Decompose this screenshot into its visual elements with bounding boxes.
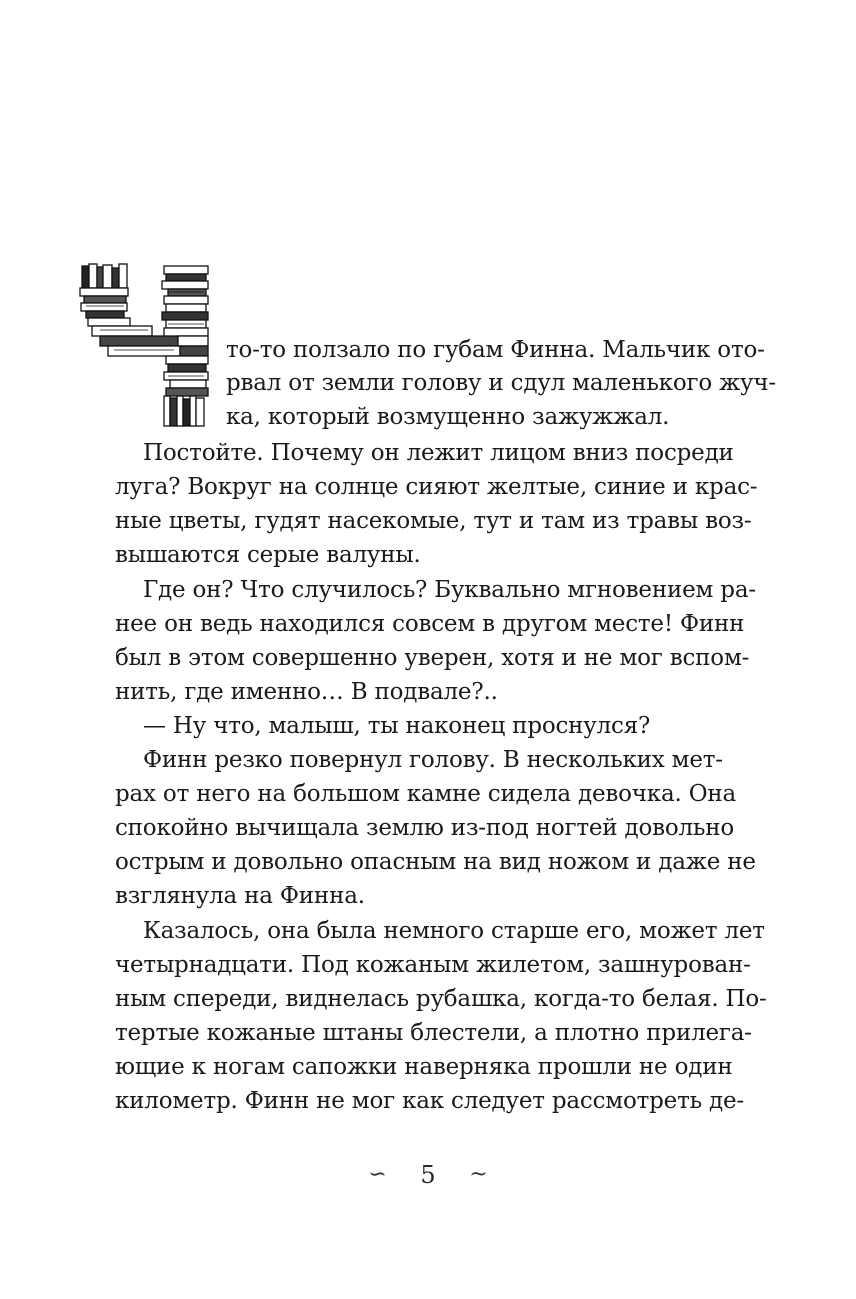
page-number-folio xyxy=(0,1156,856,1192)
folio-right-ornament-icon: ~ xyxy=(469,1161,488,1187)
text-line: — Ну что, малыш, ты наконец проснулся? xyxy=(143,713,651,739)
text-line: километр. Финн не мог как следует рассмотреть де- xyxy=(115,1088,744,1114)
dropcap-books-illustration xyxy=(78,262,210,430)
text-line: ющие к ногам сапожки наверняка прошли не один xyxy=(115,1054,733,1080)
folio-left-ornament-icon: ∽ xyxy=(368,1161,387,1187)
text-line: нее он ведь находился совсем в другом месте! Финн xyxy=(115,611,745,637)
text-line: Где он? Что случилось? Буквально мгновением ра- xyxy=(143,577,756,603)
text-line: Казалось, она была немного старше его, может лет xyxy=(143,918,765,944)
text-line: Финн резко повернул голову. В нескольких мет- xyxy=(143,747,723,773)
text-line: то-то ползало по губам Финна. Мальчик ото- xyxy=(226,337,765,363)
text-line: ные цветы, гудят насекомые, тут и там из травы воз- xyxy=(115,508,752,534)
text-line: вышаются серые валуны. xyxy=(115,542,421,568)
text-line: взглянула на Финна. xyxy=(115,883,365,909)
page-number: 5 xyxy=(420,1160,436,1189)
text-line: Постойте. Почему он лежит лицом вниз посреди xyxy=(143,440,734,466)
text-line: тертые кожаные штаны блестели, а плотно прилега- xyxy=(115,1020,752,1046)
text-line: рвал от земли голову и сдул маленького жуч- xyxy=(226,370,776,396)
text-line: рах от него на большом камне сидела девочка. Она xyxy=(115,781,736,807)
text-line: ка, который возмущенно зажужжал. xyxy=(226,404,670,430)
text-line: был в этом совершенно уверен, хотя и не мог вспом- xyxy=(115,645,750,671)
text-line: четырнадцати. Под кожаным жилетом, зашнурован- xyxy=(115,952,751,978)
text-line: луга? Вокруг на солнце сияют желтые, синие и крас- xyxy=(115,474,758,500)
text-line: острым и довольно опасным на вид ножом и даже не xyxy=(115,849,756,875)
text-line: ным спереди, виднелась рубашка, когда-то белая. По- xyxy=(115,986,767,1012)
text-line: нить, где именно… В подвале?.. xyxy=(115,679,498,705)
text-line: спокойно вычищала землю из-под ногтей довольно xyxy=(115,815,735,841)
